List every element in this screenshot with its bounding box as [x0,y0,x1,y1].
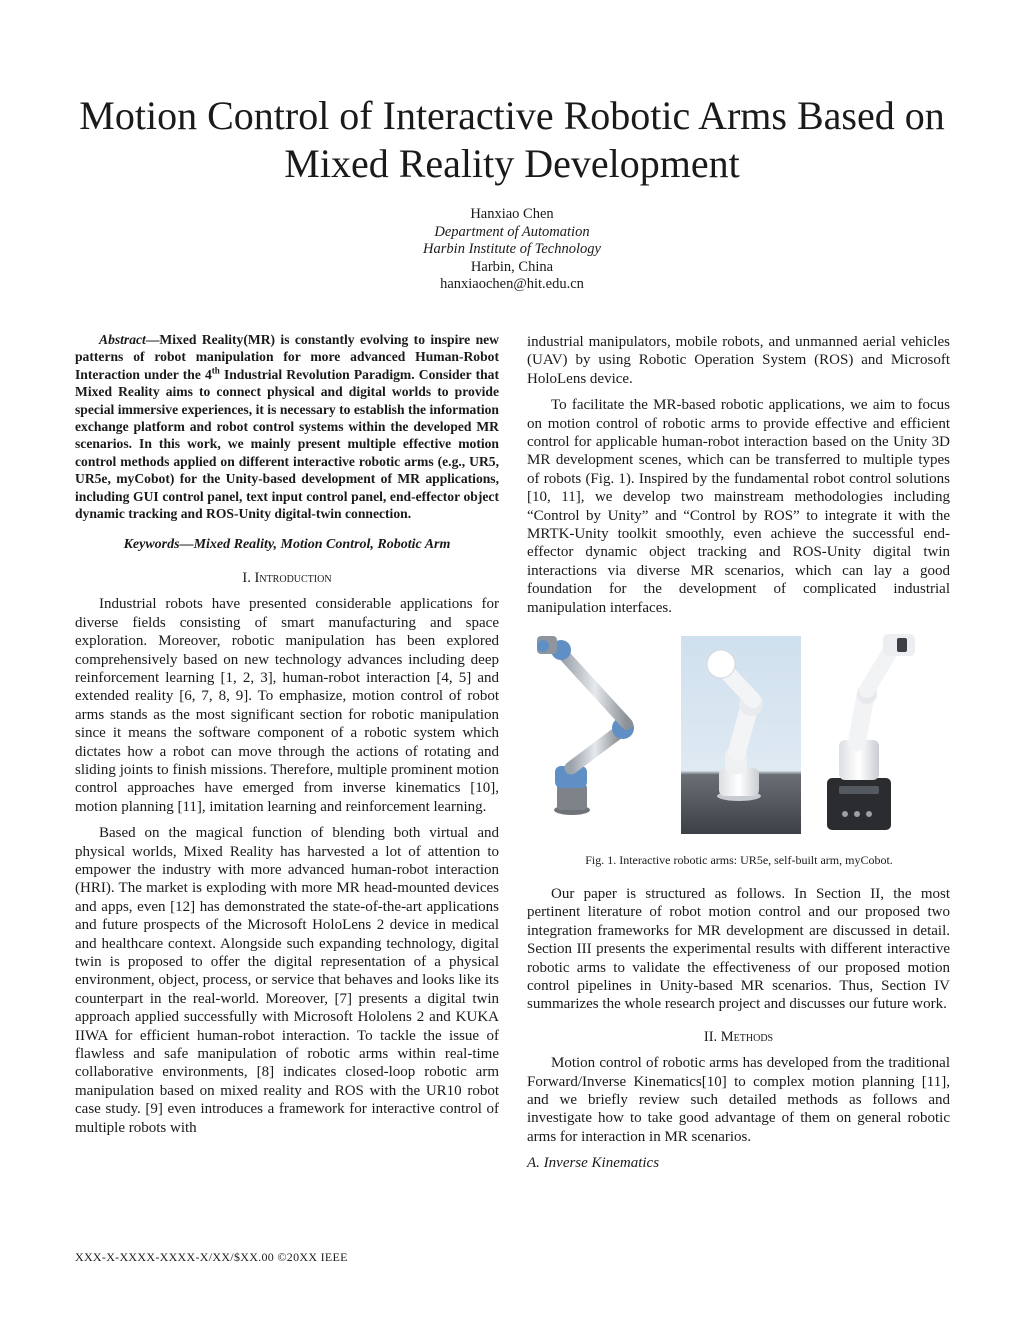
intro-paragraph-2: Based on the magical function of blending both virtual and physical worlds, Mixed Reality has harvested a lot of attention to empower the industry with more advanced human-robot interaction (HRI). The market is exploding with more MR head-mounted devices and apps, even [12] has demonstrated the state-of-the-art applications and future prospects of the Microsoft HoloLens 2 device in medical and healthcare context. Alongside such expanding technology, digital twin is proposed to offer the digital representation of a physical environment, object, process, or service that behaves and looks like its counterpart in the real-world. Moreover, [7] presents a digital twin approach applied successfully with Microsoft Hololens 2 and KUKA IIWA for efficient human-robot interaction. To tackle the issue of flawless and safe manipulation of robotic arms within real-time collaborative environments, [8] indicates closed-loop robotic arm manipulation based on mixed reality and ROS with the UR10 robot case study. [9] even introduces a framework for interactive control of multiple robots with [75,825,499,1136]
author-name: Hanxiao Chen [470,206,554,222]
section-title: Introduction [254,569,332,586]
keywords: Keywords—Mixed Reality, Motion Control, Robotic Arm [123,537,451,553]
structure-paragraph: Our paper is structured as follows. In Section II, the most pertinent literature of robot motion control and our proposed two integration frameworks for MR development are discussed in detail. Section III presents the experimental results with different interactive robotic arms to validate the effectiveness of our proposed motion control pipelines in Unity-based MR scenarios. Thus, Section IV summarizes the whole research project and discusses our future work. [527,886,950,1013]
section-heading-methods [527,1028,950,1046]
section-heading-introduction [75,569,499,587]
right-paragraph-1: industrial manipulators, mobile robots, and unmanned aerial vehicles (UAV) by using Robotic Operation System (ROS) and Microsoft HoloLens device. [527,334,950,387]
intro-paragraph-1: Industrial robots have presented considerable applications for diverse fields consisting of smart manufacturing and space exploration. Moreover, robotic manipulation has been explored comprehensively based on new technology advances including deep reinforcement learning [1, 2, 3], human-robot interaction [4, 5] and extended reality [6, 7, 8, 9]. To emphasize, motion control of robot arms stands as the most significant section for robotic manipulation since it means the software component of a robotic system which dictates how a robot can move through the actions of rotating and sliding joints to finish missions. Therefore, multiple prominent motion control approaches have emerged from inverse kinematics [10], motion planning [11], imitation learning and reinforcement learning. [75,596,499,815]
abstract-text-1: Mixed Reality(MR) is constantly evolving to inspire new patterns of robot manipulation for more advanced Human-Robot Interaction under the 4 [75,332,499,382]
right-paragraph-2: To facilitate the MR-based robotic applications, we aim to focus on motion control of robotic arms to provide effective and efficient control for applicable human-robot interaction based on the Unity 3D MR development scenes, which can be transferred to multiple types of robots (Fig. 1). Inspired by the fundamental robot control solutions [10, 11], we develop two mainstream methodologies including “Control by Unity” and “Control by ROS” to integrate it with the MRTK-Unity toolkit smoothly, even achieve the successful end-effector dynamic object tracking and ROS-Unity digital twin interactions via diverse MR scenarios, which can lay a good foundation for the development of complicated industrial manipulation interfaces. [527,397,950,616]
section-numeral: II. [703,1028,718,1045]
paper-title: Motion Control of Interactive Robotic Arms Based on Mixed Reality Development [79,93,945,186]
author-department: Department of Automation [434,223,590,240]
right-column-lower [527,885,950,1173]
mycobot-image [827,634,915,830]
copyright-footer: XXX-X-XXXX-XXXX-X/XX/$XX.00 ©20XX IEEE [75,1250,348,1264]
section-title: Methods [720,1028,774,1045]
author-city: Harbin, China [470,258,554,275]
section-numeral: I. [242,569,251,586]
figure-caption: Fig. 1. Interactive robotic arms: UR5e, self-built arm, myCobot. [585,853,893,867]
author-block [312,206,712,294]
self-built-arm-image [681,636,801,834]
abstract-dash: — [145,332,160,347]
right-column [527,333,950,617]
left-column [75,331,499,1137]
methods-paragraph: Motion control of robotic arms has developed from the traditional Forward/Inverse Kinematics[10] to complex motion planning [11], and we briefly review such detailed methods as follows and investigate how to take good advantage of them on general robotic arms for interaction in MR scenarios. [527,1055,950,1145]
author-email: hanxiaochen@hit.edu.cn [440,276,584,292]
robot-arms-figure [527,628,951,840]
author-institute: Harbin Institute of Technology [423,241,601,257]
abstract [75,331,499,522]
abstract-text-2: Industrial Revolution Paradigm. Consider that Mixed Reality aims to connect physical and digital worlds to provide special immersive experiences, it is necessary to establish the information exchange platform and robot control systems within the developed MR scenarios. In this work, we mainly present multiple effective motion control methods applied on different interactive robotic arms (e.g., UR5, UR5e, myCobot) for the Unity-based development of MR applications, including GUI control panel, text input control panel, end-effector object dynamic tracking and ROS-Unity digital-twin connection. [75,366,499,522]
abstract-lead: Abstract [99,332,146,347]
ur5e-robot-image [537,636,634,815]
abstract-sup: th [211,365,220,376]
subsection-heading: A. Inverse Kinematics [527,1155,660,1172]
